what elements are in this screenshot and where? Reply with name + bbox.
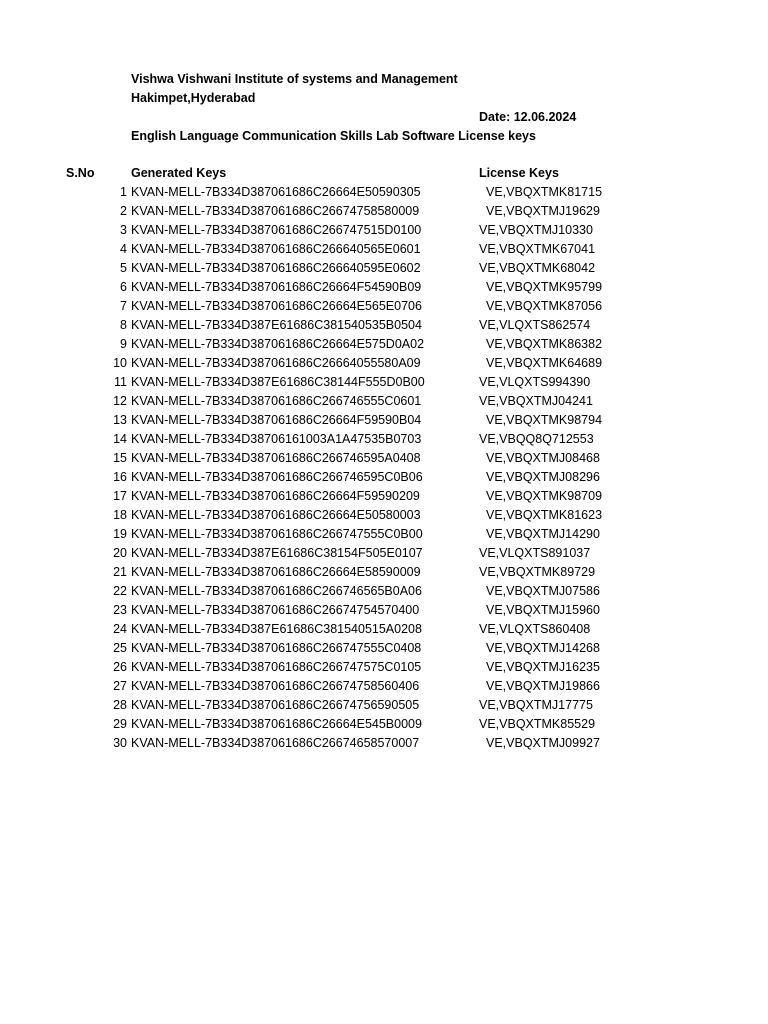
row-generated-key: KVAN-MELL-7B334D387061686C26664E50580003: [131, 508, 421, 522]
row-generated-key: KVAN-MELL-7B334D387061686C266746595C0B06: [131, 470, 423, 484]
row-generated-key: KVAN-MELL-7B334D387061686C26674754570400: [131, 603, 420, 617]
row-serial-number: 1: [120, 185, 127, 199]
row-generated-key: KVAN-MELL-7B334D387061686C26664F59590209: [131, 489, 420, 503]
row-license-key: VE,VBQXTMJ17775: [479, 698, 593, 712]
row-serial-number: 3: [120, 223, 127, 237]
table-row: [0, 715, 768, 734]
row-generated-key: KVAN-MELL-7B334D387061686C26664E575D0A02: [131, 337, 425, 351]
table-row: [0, 335, 768, 354]
table-row: [0, 601, 768, 620]
row-generated-key: KVAN-MELL-7B334D387E61686C381540535B0504: [131, 318, 422, 332]
row-license-key: VE,VBQXTMK64689: [486, 356, 603, 370]
row-license-key: VE,VLQXTS994390: [479, 375, 591, 389]
row-generated-key: KVAN-MELL-7B334D387061686C26664E58590009: [131, 565, 421, 579]
document-title: English Language Communication Skills Lab Software License keys: [131, 129, 536, 143]
row-license-key: VE,VBQXTMJ19866: [486, 679, 600, 693]
row-generated-key: KVAN-MELL-7B334D387061686C26664E565E0706: [131, 299, 422, 313]
column-header-generated-keys: Generated Keys: [131, 166, 227, 180]
table-row: [0, 392, 768, 411]
row-license-key: VE,VBQXTMK95799: [486, 280, 603, 294]
table-row: [0, 639, 768, 658]
table-row: [0, 449, 768, 468]
row-serial-number: 30: [113, 736, 127, 750]
row-serial-number: 19: [113, 527, 127, 541]
row-license-key: VE,VBQXTMJ07586: [486, 584, 600, 598]
row-license-key: VE,VBQXTMJ14290: [486, 527, 600, 541]
row-generated-key: KVAN-MELL-7B334D387061686C26674758580009: [131, 204, 420, 218]
row-license-key: VE,VBQXTMK81715: [486, 185, 603, 199]
row-generated-key: KVAN-MELL-7B334D387061686C266746595A0408: [131, 451, 421, 465]
row-serial-number: 27: [113, 679, 127, 693]
row-serial-number: 20: [113, 546, 127, 560]
row-generated-key: KVAN-MELL-7B334D387061686C266747555C0B00: [131, 527, 423, 541]
row-serial-number: 28: [113, 698, 127, 712]
row-serial-number: 21: [113, 565, 127, 579]
row-serial-number: 6: [120, 280, 127, 294]
table-row: [0, 316, 768, 335]
row-license-key: VE,VBQXTMJ16235: [486, 660, 600, 674]
row-license-key: VE,VBQXTMJ14268: [486, 641, 600, 655]
row-license-key: VE,VLQXTS862574: [479, 318, 591, 332]
row-generated-key: KVAN-MELL-7B334D387061686C26664055580A09: [131, 356, 421, 370]
document-date: Date: 12.06.2024: [479, 110, 577, 124]
row-license-key: VE,VLQXTS860408: [479, 622, 591, 636]
row-license-key: VE,VBQQ8Q712553: [479, 432, 594, 446]
table-row: [0, 240, 768, 259]
keys-table: [0, 183, 768, 753]
row-generated-key: KVAN-MELL-7B334D387061686C266746565B0A06: [131, 584, 422, 598]
row-license-key: VE,VBQXTMK68042: [479, 261, 596, 275]
row-generated-key: KVAN-MELL-7B334D38706161003A1A47535B0703: [131, 432, 422, 446]
row-license-key: VE,VBQXTMK87056: [486, 299, 603, 313]
row-generated-key: KVAN-MELL-7B334D387061686C26664F59590B04: [131, 413, 422, 427]
row-serial-number: 26: [113, 660, 127, 674]
row-license-key: VE,VBQXTMJ19629: [486, 204, 600, 218]
table-row: [0, 487, 768, 506]
row-generated-key: KVAN-MELL-7B334D387E61686C381540515A0208: [131, 622, 422, 636]
row-license-key: VE,VBQXTMK85529: [479, 717, 596, 731]
table-row: [0, 620, 768, 639]
row-serial-number: 5: [120, 261, 127, 275]
row-serial-number: 23: [113, 603, 127, 617]
row-license-key: VE,VBQXTMJ15960: [486, 603, 600, 617]
row-generated-key: KVAN-MELL-7B334D387061686C266746555C0601: [131, 394, 422, 408]
row-license-key: VE,VBQXTMK67041: [479, 242, 596, 256]
row-generated-key: KVAN-MELL-7B334D387E61686C38144F555D0B00: [131, 375, 425, 389]
row-license-key: VE,VBQXTMJ10330: [479, 223, 593, 237]
table-row: [0, 677, 768, 696]
row-serial-number: 18: [113, 508, 127, 522]
row-serial-number: 4: [120, 242, 127, 256]
row-serial-number: 13: [113, 413, 127, 427]
table-row: [0, 278, 768, 297]
table-row: [0, 373, 768, 392]
table-row: [0, 354, 768, 373]
row-generated-key: KVAN-MELL-7B334D387061686C26664E50590305: [131, 185, 421, 199]
row-serial-number: 12: [113, 394, 127, 408]
row-serial-number: 17: [113, 489, 127, 503]
row-license-key: VE,VBQXTMJ08296: [486, 470, 600, 484]
table-row: [0, 202, 768, 221]
row-serial-number: 10: [113, 356, 127, 370]
column-header-sno: S.No: [66, 166, 95, 180]
table-row: [0, 582, 768, 601]
institute-name: Vishwa Vishwani Institute of systems and Management: [131, 72, 458, 86]
row-serial-number: 2: [120, 204, 127, 218]
row-serial-number: 11: [114, 375, 127, 389]
table-row: [0, 525, 768, 544]
table-row: [0, 696, 768, 715]
table-row: [0, 259, 768, 278]
row-license-key: VE,VBQXTMK98709: [486, 489, 603, 503]
row-generated-key: KVAN-MELL-7B334D387061686C266640565E0601: [131, 242, 421, 256]
row-license-key: VE,VBQXTMK86382: [486, 337, 603, 351]
row-serial-number: 29: [113, 717, 127, 731]
table-row: [0, 430, 768, 449]
row-serial-number: 14: [113, 432, 127, 446]
row-license-key: VE,VBQXTMK98794: [486, 413, 603, 427]
table-row: [0, 658, 768, 677]
row-serial-number: 8: [120, 318, 127, 332]
row-serial-number: 7: [120, 299, 127, 313]
institute-location: Hakimpet,Hyderabad: [131, 91, 256, 105]
row-serial-number: 16: [113, 470, 127, 484]
row-generated-key: KVAN-MELL-7B334D387E61686C38154F505E0107: [131, 546, 423, 560]
column-header-license-keys: License Keys: [479, 166, 559, 180]
table-row: [0, 411, 768, 430]
row-generated-key: KVAN-MELL-7B334D387061686C266747555C0408: [131, 641, 422, 655]
row-serial-number: 24: [113, 622, 127, 636]
row-license-key: VE,VLQXTS891037: [479, 546, 591, 560]
row-generated-key: KVAN-MELL-7B334D387061686C26674658570007: [131, 736, 420, 750]
row-generated-key: KVAN-MELL-7B334D387061686C26674756590505: [131, 698, 420, 712]
row-generated-key: KVAN-MELL-7B334D387061686C266640595E0602: [131, 261, 421, 275]
row-serial-number: 22: [113, 584, 127, 598]
row-serial-number: 9: [120, 337, 127, 351]
row-license-key: VE,VBQXTMK89729: [479, 565, 596, 579]
table-row: [0, 297, 768, 316]
row-serial-number: 25: [113, 641, 127, 655]
table-row: [0, 468, 768, 487]
row-generated-key: KVAN-MELL-7B334D387061686C266747515D0100: [131, 223, 422, 237]
table-row: [0, 183, 768, 202]
table-row: [0, 506, 768, 525]
row-generated-key: KVAN-MELL-7B334D387061686C26674758560406: [131, 679, 420, 693]
table-row: [0, 734, 768, 753]
table-row: [0, 221, 768, 240]
table-row: [0, 544, 768, 563]
row-license-key: VE,VBQXTMJ09927: [486, 736, 600, 750]
row-license-key: VE,VBQXTMK81623: [486, 508, 603, 522]
table-row: [0, 563, 768, 582]
row-serial-number: 15: [113, 451, 127, 465]
row-license-key: VE,VBQXTMJ08468: [486, 451, 600, 465]
row-generated-key: KVAN-MELL-7B334D387061686C26664F54590B09: [131, 280, 422, 294]
row-license-key: VE,VBQXTMJ04241: [479, 394, 593, 408]
row-generated-key: KVAN-MELL-7B334D387061686C26664E545B0009: [131, 717, 422, 731]
row-generated-key: KVAN-MELL-7B334D387061686C266747575C0105: [131, 660, 422, 674]
